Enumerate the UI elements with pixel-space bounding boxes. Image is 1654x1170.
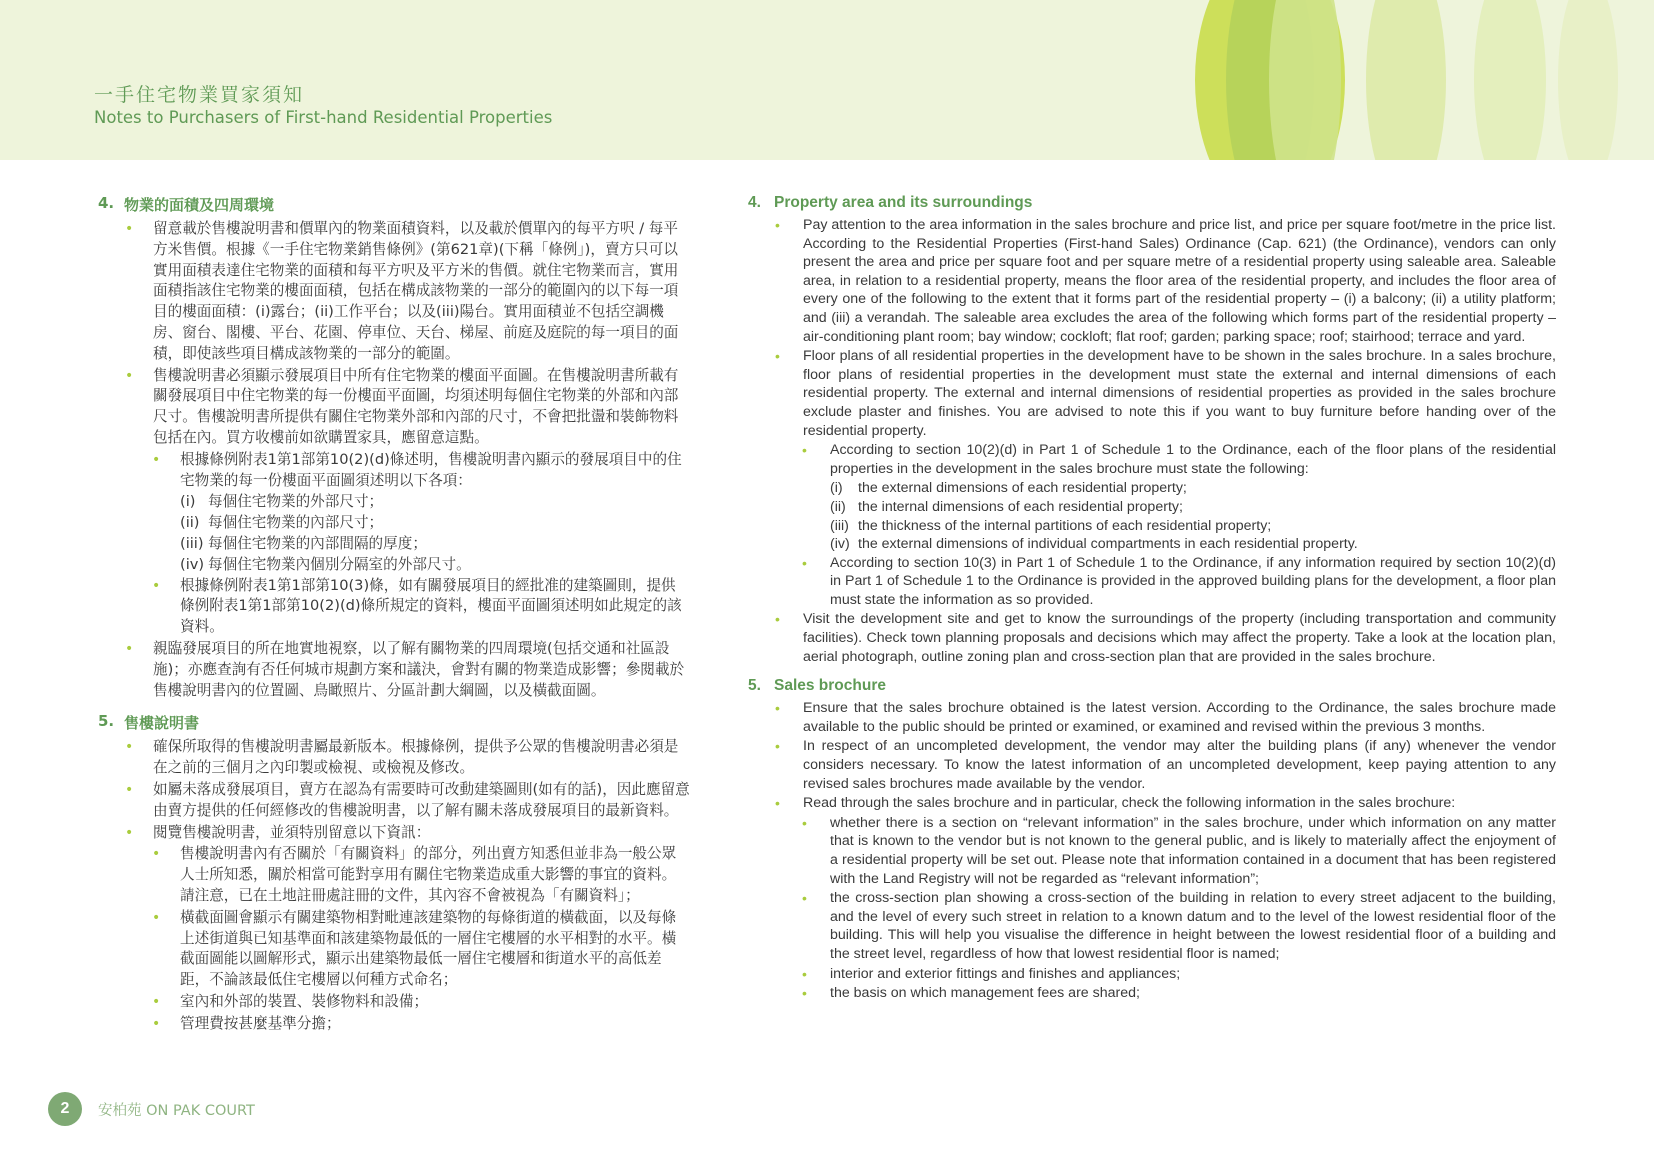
bullet-text: 留意載於售樓說明書和價單內的物業面積資料，以及載於價單內的每平方呎 / 每平方米售價。根據《一手住宅物業銷售條例》(第621章)(下稱「條例」)，賣方只可以實用面積表達住宅物業的面積和每平方呎及平方米的售價。就住宅物業而言，實用面積指該住宅物業的樓面面積，包括在構成該物業的一部分的範圍內的以下每一項目的樓面面積：(i)露台；(ii)工作平台；以及(iii)陽台。實用面積並不包括空調機房、窗台、閣樓、平台、花園、停車位、天台、梯屋、前庭及庭院的每一項目的面積，即使該些項目構成該物業的一部分的範圍。 xyxy=(153,220,679,362)
bullet-text: Pay attention to the area information in the sales brochure and price list, and price per square foot/metre in the price list. According to the Residential Properties (First-hand Sales) Ordinance (Cap. 621) (the Ordinance), vendors can only present the area and price per square foot and per square metre of a residential property using saleable area. Saleable area, in relation to a residential property, means the floor area of the residential property, and includes the floor area of every one of the following to the extent that it forms part of the residential property – (i) a balcony; (ii) a utility platform; and (iii) a verandah. The saleable area excludes the area of the following which forms part of the residential property – air-conditioning plant room; bay window; cockloft; flat roof; garden; parking space; roof; stairhood; terrace and yard. xyxy=(803,217,1556,345)
bullet-item xyxy=(98,219,690,365)
section-number: 5. xyxy=(98,712,115,731)
bullet-icon: • xyxy=(152,451,161,468)
roman-numeral: (iii) xyxy=(180,534,204,552)
bullet-text: 售樓說明書必須顯示發展項目中所有住宅物業的樓面平面圖。在售樓說明書所載有關發展項目中住宅物業的每一份樓面平面圖，均須述明每個住宅物業的外部和內部尺寸。售樓說明書所提供有關住宅物業外部和內部的尺寸，不會把批盪和裝飾物料包括在內。買方收樓前如欲購置家具，應留意這點。 xyxy=(153,366,679,446)
roman-numeral: (ii) xyxy=(180,514,200,532)
section-4-heading-en xyxy=(748,194,1556,212)
roman-text: 每個住宅物業內個別分隔室的外部尺寸。 xyxy=(208,555,471,573)
bullet-item xyxy=(748,610,1556,666)
bullet-icon: • xyxy=(152,846,161,863)
bullet-icon: • xyxy=(152,577,161,594)
english-column xyxy=(748,194,1556,1004)
bullet-icon: • xyxy=(802,814,807,831)
sub-bullet-item xyxy=(98,1014,690,1035)
chinese-column xyxy=(98,194,690,1035)
section-5-heading-zh xyxy=(98,712,690,733)
sub-bullet-item xyxy=(748,984,1556,1003)
bullet-text: 根據條例附表1第1部第10(2)(d)條述明，售樓說明書內顯示的發展項目中的住宅物業的每一份樓面平面圖須述明以下各項： xyxy=(180,450,682,489)
bullet-item xyxy=(748,699,1556,736)
bullet-icon: • xyxy=(775,217,780,233)
section-number: 5. xyxy=(748,677,761,695)
bullet-icon: • xyxy=(125,824,134,841)
bullet-text: According to section 10(2)(d) in Part 1 of Schedule 1 to the Ordinance, each of the floor plans of the residential properties in the development in the sales brochure must state the following: xyxy=(830,442,1556,477)
bullet-icon: • xyxy=(125,739,134,756)
roman-numeral: (iv) xyxy=(180,555,205,573)
sub-bullet-item xyxy=(98,576,690,638)
roman-item xyxy=(98,534,690,555)
roman-item xyxy=(98,555,690,576)
bullet-icon: • xyxy=(125,367,134,384)
roman-item xyxy=(748,535,1556,554)
bullet-text: 如屬未落成發展項目，賣方在認為有需要時可改動建築圖則(如有的話)，因此應留意由賣方提供的任何經修改的售樓說明書，以了解有關未落成發展項目的最新資料。 xyxy=(153,780,690,819)
section-4-heading-zh xyxy=(98,194,690,215)
bullet-text: 親臨發展項目的所在地實地視察，以了解有關物業的四周環境(包括交通和社區設施)；亦應查詢有否任何城市規劃方案和議決，會對有關的物業造成影響；參閱載於售樓說明書內的位置圖、鳥瞰照片、分區計劃大綱圖，以及橫截面圖。 xyxy=(153,639,685,699)
bullet-text: 根據條例附表1第1部第10(3)條，如有關發展項目的經批准的建築圖則，提供條例附表1第1部第10(2)(d)條所規定的資料，樓面平面圖須述明如此規定的該資料。 xyxy=(180,576,682,636)
bullet-text: 確保所取得的售樓說明書屬最新版本。根據條例，提供予公眾的售樓說明書必須是在之前的三個月之內印製或檢視、或檢視及修改。 xyxy=(153,738,679,777)
roman-item xyxy=(748,479,1556,498)
bullet-icon: • xyxy=(152,1015,161,1032)
section-title: Property area and its surroundings xyxy=(774,194,1033,211)
roman-text: 每個住宅物業的內部間隔的厚度； xyxy=(208,534,427,552)
bullet-icon: • xyxy=(802,965,807,982)
decorative-leaf-shapes xyxy=(1130,0,1654,160)
sub-bullet-item xyxy=(98,844,690,906)
bullet-text: Visit the development site and get to know the surroundings of the property (including transportation and community facilities). Check town planning proposals and decisions which may affect the property. Take a look at the location plan, aerial photograph, outline zoning plan and cross-section plan that are provided in the sales brochure. xyxy=(803,611,1556,665)
bullet-text: 售樓說明書內有否關於「有關資料」的部分，列出賣方知悉但並非為一般公眾人士所知悉，關於相當可能對享用有關住宅物業造成重大影響的事宜的資料。請注意，已在土地註冊處註冊的文件，其內容不會被視為「有關資料」； xyxy=(180,845,677,904)
roman-text: the external dimensions of each residential property; xyxy=(858,480,1187,497)
bullet-text: the cross-section plan showing a cross-section of the building in relation to every street adjacent to the building, and the level of every such street in relation to a known datum and to the level of the lowest residential floor of the building. This will help you visualise the difference in height between the lowest residential floor of a building and the street level, regardless of how that lowest residential floor is named; xyxy=(830,890,1556,962)
bullet-text: 室內和外部的裝置、裝修物料和設備； xyxy=(180,992,429,1010)
roman-text: the external dimensions of individual compartments in each residential property. xyxy=(858,536,1358,553)
roman-text: 每個住宅物業的外部尺寸； xyxy=(208,493,384,511)
bullet-text: Ensure that the sales brochure obtained is the latest version. According to the Ordinance, the sales brochure made available to the public should be printed or examined, or examined and revised within the previous 3 months. xyxy=(803,700,1556,735)
roman-numeral: (iv) xyxy=(830,536,850,553)
roman-text: the thickness of the internal partitions of each residential property; xyxy=(858,517,1272,534)
bullet-text: 管理費按甚麼基準分擔； xyxy=(180,1014,341,1032)
bullet-item xyxy=(748,794,1556,813)
sub-bullet-item xyxy=(98,908,690,991)
page-header xyxy=(0,0,1654,160)
section-title: 物業的面積及四周環境 xyxy=(124,196,275,214)
footer-project-name: 安柏苑 ON PAK COURT xyxy=(98,1103,255,1119)
bullet-icon: • xyxy=(125,221,134,237)
bullet-item xyxy=(98,366,690,449)
sub-bullet-item xyxy=(748,889,1556,963)
bullet-icon: • xyxy=(152,909,161,926)
sub-bullet-item xyxy=(748,965,1556,984)
section-5-heading-en xyxy=(748,677,1556,695)
bullet-text: interior and exterior fittings and finishes and appliances; xyxy=(830,965,1181,982)
bullet-icon: • xyxy=(802,442,807,459)
bullet-item xyxy=(748,737,1556,793)
roman-item xyxy=(748,517,1556,536)
bullet-text: whether there is a section on “relevant information” in the sales brochure, under which information on any matter that is known to the vendor but is not known to the general public, and is likely to materially affect the enjoyment of a residential property will be set out. Please note that information contained in a document that has been registered with the Land Registry will not be regarded as “relevant information”; xyxy=(830,814,1556,887)
bullet-text: 閱覽售樓說明書，並須特別留意以下資訊： xyxy=(153,823,431,841)
bullet-item xyxy=(98,823,690,844)
bullet-text: Read through the sales brochure and in particular, check the following information in the sales brochure: xyxy=(803,795,1456,812)
bullet-item xyxy=(98,780,690,822)
bullet-item xyxy=(748,216,1556,346)
bullet-text: 橫截面圖會顯示有關建築物相對毗連該建築物的每條街道的橫截面，以及每條上述街道與已知基準面和該建築物最低的一層住宅樓層的水平相對的水平。橫截面圖能以圖解形式，顯示出建築物最低一層住宅樓層和街道水平的高低差距，不論該最低住宅樓層以何種方式命名； xyxy=(180,908,677,989)
bullet-item xyxy=(98,639,690,701)
bullet-text: According to section 10(3) in Part 1 of Schedule 1 to the Ordinance, if any information required by section 10(2)(d) in Part 1 of Schedule 1 to the Ordinance is provided in the approved building plans for the development, a floor plan must state the information as so provided. xyxy=(830,554,1556,608)
bullet-item xyxy=(748,347,1556,440)
bullet-icon: • xyxy=(775,611,780,628)
roman-numeral: (iii) xyxy=(830,517,849,534)
sub-bullet-item xyxy=(98,450,690,492)
bullet-icon: • xyxy=(775,738,780,755)
roman-item xyxy=(98,492,690,513)
bullet-text: Floor plans of all residential properties in the development have to be shown in the sales brochure. In a sales brochure, floor plans of residential properties in the development must state the external and internal dimensions of each residential property. The external and internal dimensions of residential properties as provided in the sales brochure exclude plaster and finishes. You are advised to note this if you want to buy furniture before handing over of the residential property. xyxy=(803,348,1556,439)
roman-numeral: (i) xyxy=(180,493,196,511)
roman-text: the internal dimensions of each residential property; xyxy=(858,498,1183,515)
bullet-text: the basis on which management fees are shared; xyxy=(830,985,1140,1002)
section-title: 售樓說明書 xyxy=(124,714,200,733)
section-number: 4. xyxy=(98,194,115,212)
page-number-badge: 2 xyxy=(48,1092,82,1126)
bullet-icon: • xyxy=(802,985,807,1002)
bullet-icon: • xyxy=(775,795,780,812)
sub-bullet-item xyxy=(748,814,1556,888)
section-number: 4. xyxy=(748,194,761,211)
sub-bullet-item xyxy=(748,441,1556,478)
header-title-zh: 一手住宅物業買家須知 xyxy=(94,84,305,106)
sub-bullet-item xyxy=(98,992,690,1013)
roman-text: 每個住宅物業的內部尺寸； xyxy=(208,514,384,532)
bullet-icon: • xyxy=(152,993,161,1010)
bullet-icon: • xyxy=(775,348,780,365)
roman-item xyxy=(98,513,690,534)
bullet-icon: • xyxy=(802,890,807,907)
bullet-icon: • xyxy=(125,640,134,657)
roman-item xyxy=(748,498,1556,517)
section-title: Sales brochure xyxy=(774,677,886,695)
bullet-text: In respect of an uncompleted development, the vendor may alter the building plans (if any) whenever the vendor considers necessary. To know the latest information of an uncompleted development, keep paying attention to any revised sales brochures made available by the vendor. xyxy=(803,738,1556,792)
bullet-icon: • xyxy=(802,554,807,571)
bullet-icon: • xyxy=(125,781,134,798)
sub-bullet-item xyxy=(748,554,1556,610)
roman-numeral: (i) xyxy=(830,480,843,497)
bullet-item xyxy=(98,737,690,779)
bullet-icon: • xyxy=(775,700,780,717)
header-title-en: Notes to Purchasers of First-hand Residential Properties xyxy=(94,108,553,127)
roman-numeral: (ii) xyxy=(830,498,846,515)
